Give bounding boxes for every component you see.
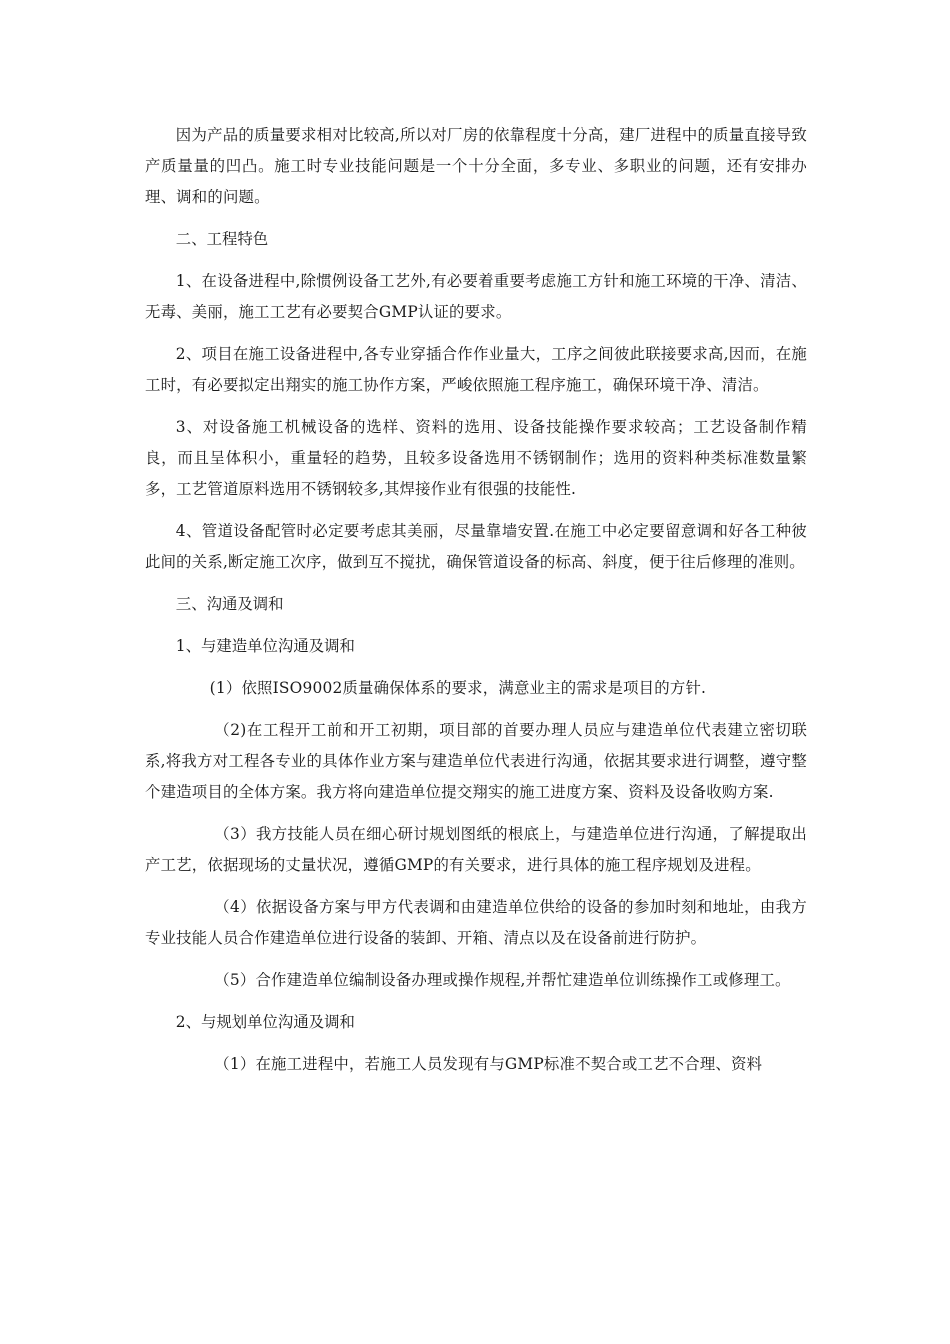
list-item-1: (1）依照ISO9002质量确保体系的要求，满意业主的需求是项目的方针. — [209, 679, 707, 697]
section-heading-communication: 三、沟通及调和 — [175, 595, 284, 613]
paragraph-feature-4: 4、管道设备配管时必定要考虑其美丽，尽量靠墙安置.在施工中必定要留意调和好各工种彼此间的关系,断定施工次序，做到互不搅扰，确保管道设备的标高、斜度，便于往后修理的准则。 — [145, 522, 807, 571]
subheading-construction-unit: 1、与建造单位沟通及调和 — [175, 637, 355, 655]
paragraph-feature-2: 2、项目在施工设备进程中,各专业穿插合作作业量大，工序之间彼此联接要求高,因而，在施工时，有必要拟定出翔实的施工协作方案，严峻依照施工程序施工，确保环境干净、清洁。 — [145, 345, 807, 394]
list-item-4: （4）依据设备方案与甲方代表调和由建造单位供给的设备的参加时刻和地址，由我方专业技能人员合作建造单位进行设备的装卸、开箱、清点以及在设备前进行防护。 — [145, 898, 807, 947]
list-item-planning-1: （1）在施工进程中，若施工人员发现有与GMP标准不契合或工艺不合理、资料 — [214, 1055, 763, 1073]
list-item-3: （3）我方技能人员在细心研讨规划图纸的根底上，与建造单位进行沟通，了解提取出产工艺，依据现场的丈量状况，遵循GMP的有关要求，进行具体的施工程序规划及进程。 — [145, 825, 807, 874]
list-item-2: （2)在工程开工前和开工初期，项目部的首要办理人员应与建造单位代表建立密切联系,将我方对工程各专业的具体作业方案与建造单位代表进行沟通，依据其要求进行调整，遵守整个建造项目的全体方案。我方将向建造单位提交翔实的施工进度方案、资料及设备收购方案. — [145, 721, 807, 801]
paragraph-feature-1: 1、在设备进程中,除惯例设备工艺外,有必要着重要考虑施工方针和施工环境的干净、清洁、无毒、美丽，施工工艺有必要契合GMP认证的要求。 — [145, 272, 807, 321]
list-item-5: （5）合作建造单位编制设备办理或操作规程,并帮忙建造单位训练操作工或修理工。 — [214, 971, 791, 989]
document-body — [145, 120, 807, 1091]
section-heading-features: 二、工程特色 — [175, 230, 269, 248]
paragraph-intro: 因为产品的质量要求相对比较高,所以对厂房的依靠程度十分高，建厂进程中的质量直接导致产质量量的凹凸。施工时专业技能问题是一个十分全面，多专业、多职业的问题，还有安排办理、调和的问题。 — [145, 126, 807, 206]
subheading-planning-unit: 2、与规划单位沟通及调和 — [175, 1013, 355, 1031]
paragraph-feature-3: 3、对设备施工机械设备的选样、资料的选用、设备技能操作要求较高；工艺设备制作精良，而且呈体积小，重量轻的趋势，且较多设备选用不锈钢制作；选用的资料种类标准数量繁多，工艺管道原料选用不锈钢较多,其焊接作业有很强的技能性. — [145, 418, 807, 498]
